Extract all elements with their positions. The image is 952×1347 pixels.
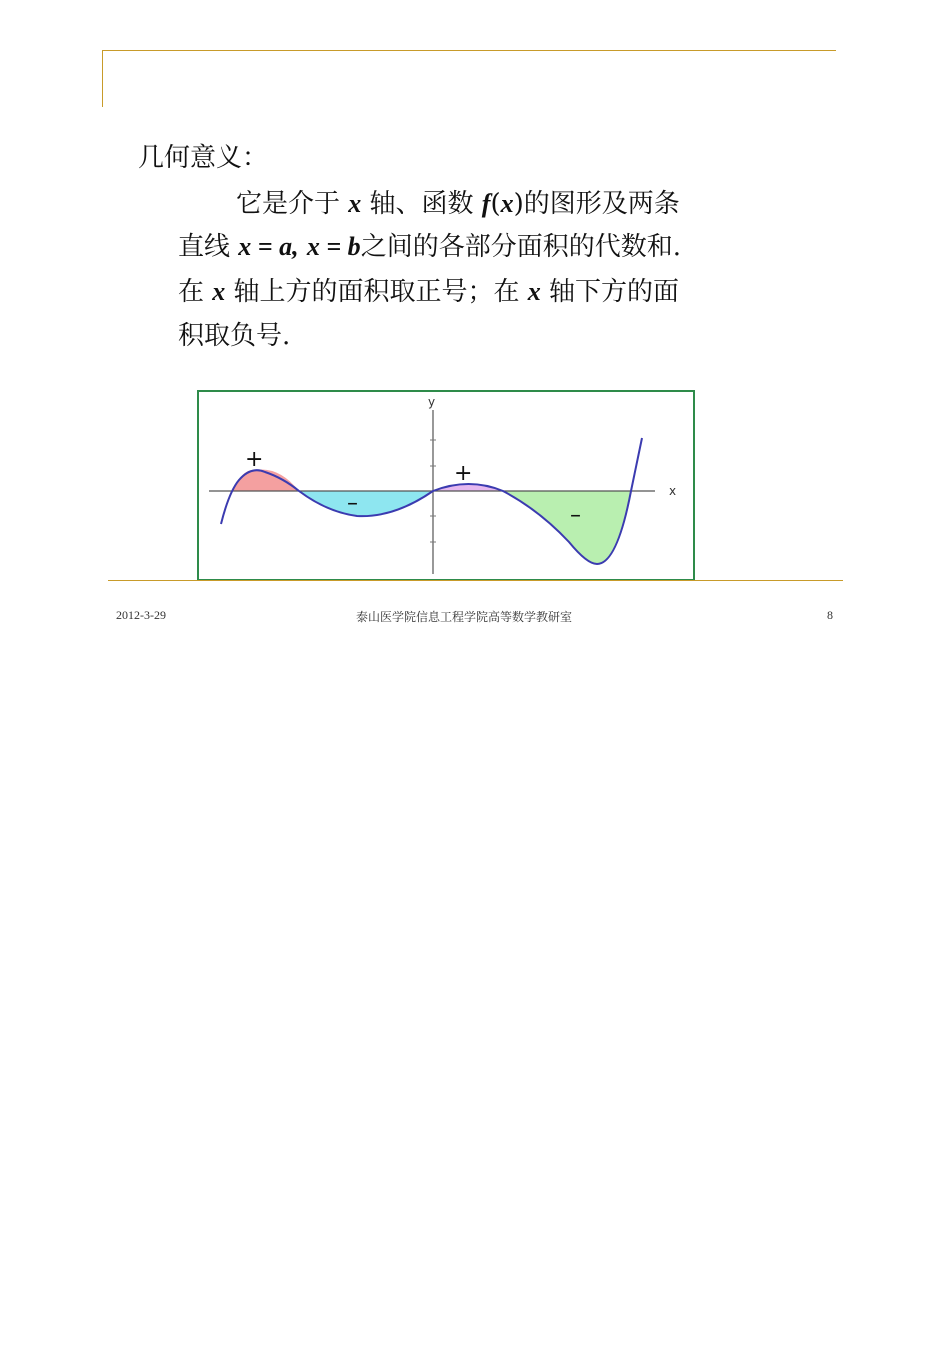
left-border-line bbox=[102, 50, 103, 107]
paragraph-line-2: 直线 x = a, x = b之间的各部分面积的代数和. bbox=[178, 232, 681, 262]
footer-border-line bbox=[108, 580, 843, 581]
heading: 几何意义： bbox=[138, 143, 269, 173]
integral-diagram bbox=[199, 392, 693, 579]
minus-label-right: – bbox=[570, 503, 581, 528]
footer-institution: 泰山医学院信息工程学院高等数学教研室 bbox=[356, 610, 573, 624]
integral-figure bbox=[197, 390, 695, 581]
paragraph-line-4: 积取负号. bbox=[178, 321, 291, 351]
paragraph-line-1: 它是介于 x 轴、函数 f(x)的图形及两条 bbox=[236, 189, 680, 219]
plus-label-left: + bbox=[245, 447, 264, 472]
minus-label-left: – bbox=[347, 491, 358, 516]
top-border-line bbox=[102, 50, 836, 51]
paragraph-line-3: 在 x 轴上方的面积取正号；在 x 轴下方的面 bbox=[178, 277, 680, 307]
footer-page-number: 8 bbox=[827, 608, 833, 622]
x-axis-label: x bbox=[669, 484, 677, 498]
y-axis-label: y bbox=[428, 395, 436, 409]
footer-date: 2012-3-29 bbox=[116, 608, 166, 622]
plus-label-right: + bbox=[454, 461, 473, 486]
